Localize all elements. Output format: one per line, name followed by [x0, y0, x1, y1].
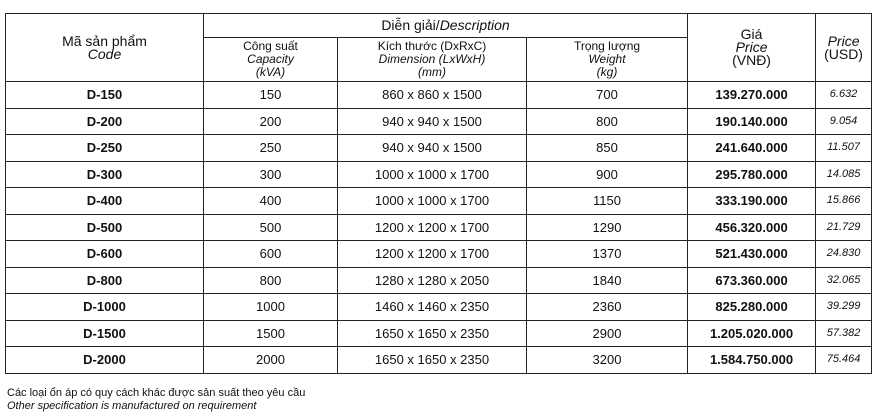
cell-dimension: 940 x 940 x 1500: [338, 135, 527, 162]
cell-code: D-800: [6, 267, 204, 294]
cell-dimension: 1000 x 1000 x 1700: [338, 188, 527, 215]
cell-dimension: 1000 x 1000 x 1700: [338, 161, 527, 188]
cell-dimension: 860 x 860 x 1500: [338, 82, 527, 109]
cell-price-usd: 15.866: [816, 188, 872, 215]
cell-price-usd: 11.507: [816, 135, 872, 162]
cell-dimension: 1200 x 1200 x 1700: [338, 214, 527, 241]
cell-price-usd: 21.729: [816, 214, 872, 241]
cell-capacity: 600: [204, 241, 338, 268]
cell-code: D-300: [6, 161, 204, 188]
cell-price-vnd: 1.584.750.000: [688, 347, 816, 374]
cell-dimension: 1650 x 1650 x 2350: [338, 347, 527, 374]
header-price-vnd: [688, 14, 816, 82]
cell-price-usd: 32.065: [816, 267, 872, 294]
header-capacity-vi: Công suất: [243, 39, 298, 53]
footnote-en: Other specification is manufactured on requirement: [7, 400, 257, 412]
cell-weight: 3200: [527, 347, 688, 374]
cell-price-vnd: 139.270.000: [688, 82, 816, 109]
cell-code: D-2000: [6, 347, 204, 374]
cell-capacity: 800: [204, 267, 338, 294]
header-capacity-unit: (kVA): [255, 65, 286, 79]
cell-capacity: 150: [204, 82, 338, 109]
cell-code: D-1000: [6, 294, 204, 321]
cell-weight: 800: [527, 108, 688, 135]
header-price-usd-unit: (USD): [824, 45, 863, 62]
header-code-vi: Mã sản phẩm: [62, 32, 147, 49]
table-row: [6, 108, 872, 135]
cell-price-usd: 14.085: [816, 161, 872, 188]
table-row: [6, 347, 872, 374]
table-row: [6, 294, 872, 321]
header-capacity: [204, 38, 338, 82]
cell-code: D-400: [6, 188, 204, 215]
cell-capacity: 1000: [204, 294, 338, 321]
cell-dimension: 940 x 940 x 1500: [338, 108, 527, 135]
cell-weight: 1150: [527, 188, 688, 215]
header-description: [204, 14, 688, 38]
table-row: [6, 214, 872, 241]
header-dimension-en: Dimension (LxWxH): [378, 52, 486, 66]
cell-price-usd: 24.830: [816, 241, 872, 268]
header-weight: [527, 38, 688, 82]
cell-dimension: 1460 x 1460 x 2350: [338, 294, 527, 321]
cell-capacity: 2000: [204, 347, 338, 374]
cell-capacity: 1500: [204, 320, 338, 347]
header-price-usd-en: Price: [827, 32, 860, 49]
cell-price-usd: 75.464: [816, 347, 872, 374]
cell-weight: 2900: [527, 320, 688, 347]
cell-dimension: 1280 x 1280 x 2050: [338, 267, 527, 294]
header-dimension: [338, 38, 527, 82]
header-capacity-en: Capacity: [247, 52, 294, 66]
table-row: [6, 267, 872, 294]
cell-price-usd: 9.054: [816, 108, 872, 135]
cell-weight: 900: [527, 161, 688, 188]
cell-code: D-150: [6, 82, 204, 109]
header-price-unit: (VNĐ): [732, 52, 771, 68]
header-code: [6, 14, 204, 82]
cell-code: D-600: [6, 241, 204, 268]
cell-weight: 2360: [527, 294, 688, 321]
table-row: [6, 188, 872, 215]
header-dimension-unit: (mm): [418, 65, 446, 79]
cell-price-usd: 57.382: [816, 320, 872, 347]
cell-price-vnd: 825.280.000: [688, 294, 816, 321]
cell-dimension: 1200 x 1200 x 1700: [338, 241, 527, 268]
table-row: [6, 135, 872, 162]
cell-dimension: 1650 x 1650 x 2350: [338, 320, 527, 347]
cell-price-vnd: 190.140.000: [688, 108, 816, 135]
cell-price-vnd: 333.190.000: [688, 188, 816, 215]
header-price-usd: [816, 14, 872, 82]
header-weight-unit: (kg): [596, 65, 618, 79]
cell-weight: 1290: [527, 214, 688, 241]
header-desc-vi: Diễn giải/: [381, 17, 440, 33]
price-table: [5, 13, 872, 374]
header-code-en: Code: [87, 45, 122, 62]
header-dimension-vi: Kích thước (DxRxC): [377, 39, 487, 53]
cell-code: D-500: [6, 214, 204, 241]
cell-code: D-250: [6, 135, 204, 162]
table-row: [6, 320, 872, 347]
cell-price-usd: 6.632: [816, 82, 872, 109]
cell-weight: 1840: [527, 267, 688, 294]
cell-price-vnd: 456.320.000: [688, 214, 816, 241]
cell-weight: 700: [527, 82, 688, 109]
table-row: [6, 241, 872, 268]
cell-capacity: 400: [204, 188, 338, 215]
cell-price-vnd: 1.205.020.000: [688, 320, 816, 347]
table-row: [6, 82, 872, 109]
cell-price-vnd: 295.780.000: [688, 161, 816, 188]
cell-price-vnd: 241.640.000: [688, 135, 816, 162]
cell-weight: 1370: [527, 241, 688, 268]
header-price-en: Price: [735, 39, 768, 55]
cell-price-usd: 39.299: [816, 294, 872, 321]
header-weight-vi: Trọng lượng: [573, 39, 641, 53]
cell-weight: 850: [527, 135, 688, 162]
cell-capacity: 300: [204, 161, 338, 188]
cell-capacity: 250: [204, 135, 338, 162]
header-desc-en: Description: [439, 17, 510, 33]
cell-code: D-1500: [6, 320, 204, 347]
header-weight-en: Weight: [588, 52, 626, 66]
footnote-vi: Các loại ổn áp có quy cách khác được sản suất theo yêu cầu: [7, 387, 306, 399]
cell-code: D-200: [6, 108, 204, 135]
cell-capacity: 500: [204, 214, 338, 241]
cell-capacity: 200: [204, 108, 338, 135]
header-price-vi: Giá: [740, 26, 763, 42]
cell-price-vnd: 521.430.000: [688, 241, 816, 268]
table-row: [6, 161, 872, 188]
cell-price-vnd: 673.360.000: [688, 267, 816, 294]
